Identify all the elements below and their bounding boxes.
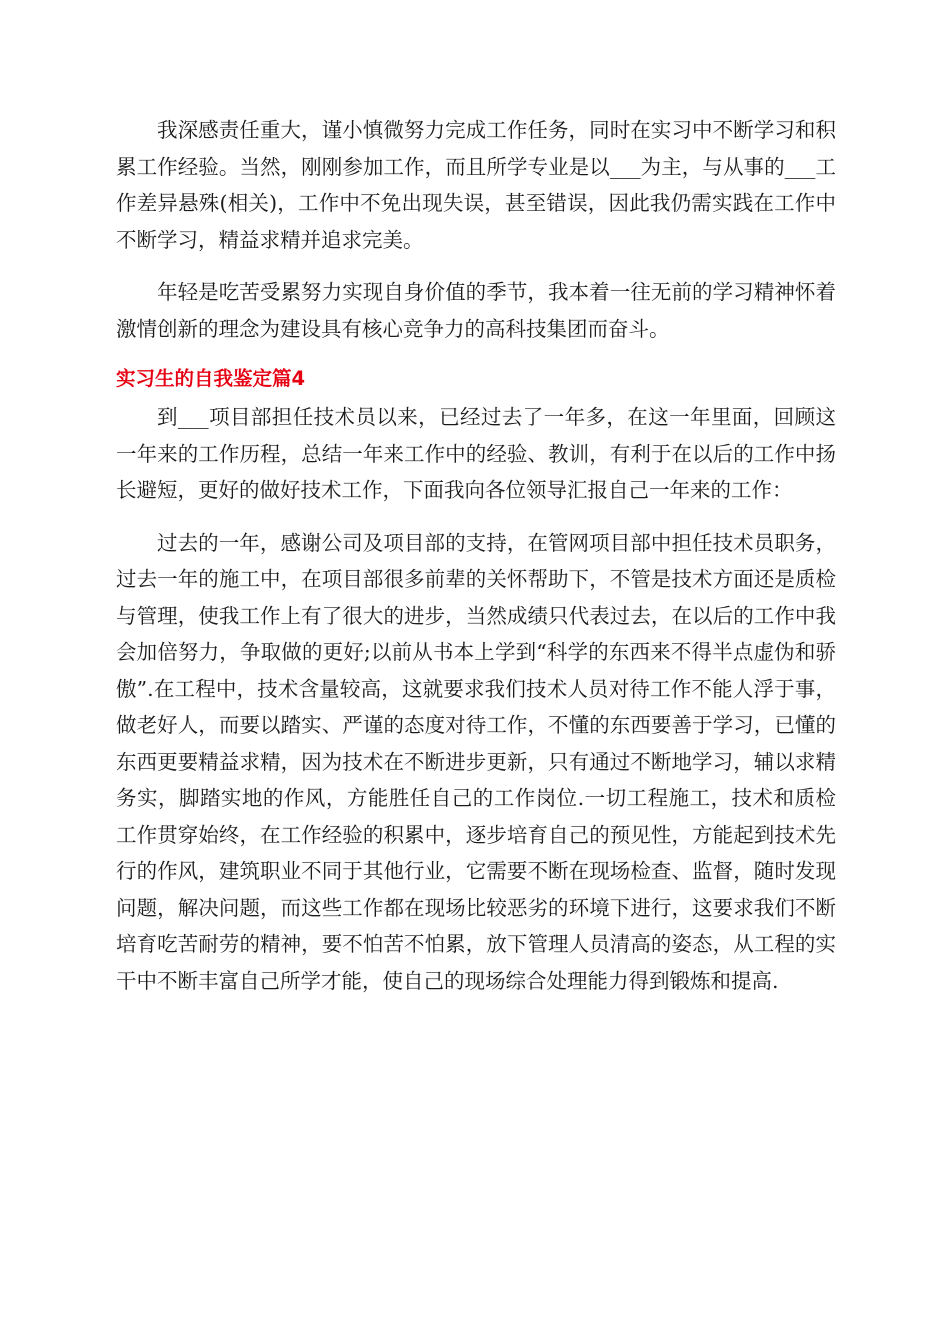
paragraph-past-year: 过去的一年，感谢公司及项目部的支持，在管网项目部中担任技术员职务，过去一年的施工中，在项目部很多前辈的关怀帮助下，不管是技术方面还是质检与管理，使我工作上有了很大的进步，当然成绩只代表过去，在以后的工作中我会加倍努力，争取做的更好;以前从书本上学到“科学的东西来不得半点虚伪和骄傲”.在工程中，技术含量较高，这就要求我们技术人员对待工作不能人浮于事，做老好人，而要以踏实、严谨的态度对待工作，不懂的东西要善于学习，已懂的东西更要精益求精，因为技术在不断进步更新，只有通过不断地学习，辅以求精务实，脚踏实地的作风，方能胜任自己的工作岗位.一切工程施工，技术和质检工作贯穿始终，在工作经验的积累中，逐步培育自己的预见性，方能起到技术先行的作风，建筑职业不同于其他行业，它需要不断在现场检查、监督，随时发现问题，解决问题，而这些工作都在现场比较恶劣的环境下进行，这要求我们不断培育吃苦耐劳的精神，要不怕苦不怕累，放下管理人员清高的姿态，从工程的实干中不断丰富自己所学才能，使自己的现场综合处理能力得到锻炼和提高. xyxy=(116,530,836,993)
paragraph-youth: 年轻是吃苦受累努力实现自身价值的季节，我本着一往无前的学习精神怀着激情创新的理念为建设具有核心竞争力的高科技集团而奋斗。 xyxy=(116,280,836,341)
paragraph-responsibility: 我深感责任重大，谨小慎微努力完成工作任务，同时在实习中不断学习和积累工作经验。当然，刚刚参加工作，而且所学专业是以___为主，与从事的___工作差异悬殊(相关)，工作中不免出现失误，甚至错误，因此我仍需实践在工作中不断学习，精益求精并追求完美。 xyxy=(116,118,836,252)
document-body xyxy=(116,112,836,999)
paragraph-intro: 到___项目部担任技术员以来，已经过去了一年多，在这一年里面，回顾这一年来的工作历程，总结一年来工作中的经验、教训，有利于在以后的工作中扬长避短，更好的做好技术工作，下面我向各位领导汇报自己一年来的工作： xyxy=(116,405,836,502)
section-heading: 实习生的自我鉴定篇4 xyxy=(116,367,306,390)
